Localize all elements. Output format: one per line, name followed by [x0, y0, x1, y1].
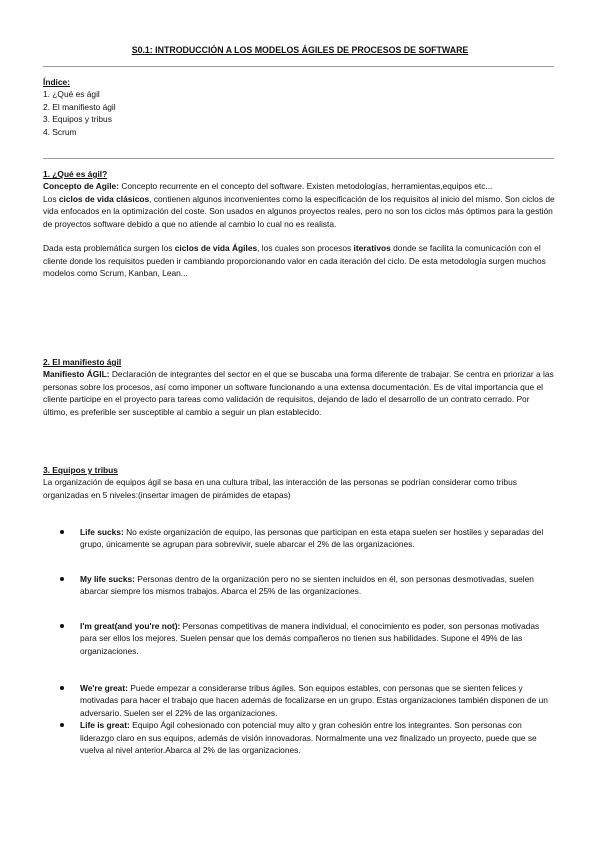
index-item: 2. El manifiesto ágil [43, 101, 116, 112]
tribe-levels-list [43, 573, 555, 598]
bold-term: I'm great(and you're not): [80, 621, 181, 631]
tribe-levels-list [43, 682, 555, 756]
index-item: 1. ¿Qué es ágil [43, 89, 100, 100]
paragraph-text: Dada esta problemática surgen los [43, 243, 175, 254]
list-item [43, 620, 555, 657]
paragraph-text: , los cuales son procesos [257, 243, 354, 254]
section-heading: 1. ¿Qué es ágil? [43, 169, 108, 179]
paragraph-text: , contienen algunos inconvenientes como la especificación de los requisitos al inicio del mismo. Son ciclos de vida enfocados en la optimización del coste. Son usados en algunos proyectos reales, pero no son los ciclos más óptimos para la gestión de proyectos software debido a que no atiende al cambio lo cual no es realista. [43, 193, 555, 229]
bold-term: ciclos de vida Ágiles [174, 243, 258, 254]
paragraph-text: Concepto recurrente en el concepto del software. Existen metodologías, herramientas,equipos etc... [119, 181, 493, 192]
bold-term: Life is great: [80, 720, 130, 731]
divider [43, 158, 554, 159]
list-item [43, 526, 555, 551]
paragraph [43, 242, 555, 279]
section-teams-and-tribes [43, 464, 555, 501]
list-item-text: Personas dentro de la organización pero no se sienten incluidos en él, son personas desmotivadas, suelen abarcar siempre los mismos trabajos. Abarca el 25% de las organizaciones. [80, 574, 534, 597]
section-heading: 3. Equipos y tribus [43, 465, 118, 475]
list-item-text: No existe organización de equipo, las personas que participan en esta etapa suelen ser hostiles y separadas del grupo, únicamente se agrupan para sobrevivir, suele abarcar el 2% de las organizaciones. [80, 527, 544, 550]
section-heading: 2. El manifiesto ágil [43, 357, 122, 367]
paragraph-text: Los [43, 193, 59, 204]
paragraph-text: Declaración de integrantes del sector en el que se buscaba una forma diferente de trabajar. Se centra en priorizar a las personas sobre los procesos, así como imponer un software funcionando a una extensa documentación. Es de vital importancia que el cliente participe en el proyecto para tareas como validación de requisitos, dejando de lado el desarrollo de un contrato cerrado. Por último, es preferible ser susceptible al cambio a seguir un plan establecido. [43, 369, 554, 417]
tribe-levels-list [43, 526, 555, 551]
paragraph [43, 180, 555, 192]
list-item [43, 682, 555, 719]
list-item-text: Equipo Ágil cohesionado con potencial muy alto y gran cohesión entre los integrantes. Son personas con liderazgo claro en sus equipos, además de visión innovadoras. Normalmente una vez finalizado un proyecto, puede que se vuelva al nivel anterior.Abarca al 2% de las organizaciones. [80, 720, 537, 756]
bold-term: My life sucks: [80, 574, 135, 584]
paragraph: La organización de equipos ágil se basa en una cultura tribal, las interacción de las personas se podrían considerar como tribus organizadas en 5 niveles:(insertar imagen de pirámides de etapas) [43, 477, 517, 500]
document-title: S0.1: INTRODUCCIÓN A LOS MODELOS ÁGILES DE PROCESOS DE SOFTWARE [131, 45, 469, 55]
divider [43, 66, 554, 67]
bold-term: ciclos de vida clásicos [58, 193, 150, 204]
list-item [43, 573, 555, 598]
section-agile-manifesto [43, 356, 555, 418]
bold-term: Manifiesto ÁGIL: [43, 369, 110, 380]
index-section [43, 76, 555, 138]
bold-term: Life sucks: [80, 527, 124, 537]
tribe-levels-list [43, 620, 555, 657]
list-item-text: Personas competitivas de manera individual, el conocimiento es poder, son personas motivadas para ser ellos los mejores. Suelen pensar que los demás compañeros no tienen sus habilidades. Supone el 49% de las organizaciones. [80, 621, 540, 656]
paragraph [43, 368, 555, 418]
paragraph-text: donde se facilita la comunicación con el cliente donde los requisitos pueden ir cambiando proporcionando valor en cada iteración del ciclo. De esta metodología surgen muchos modelos como Scrum, Kanban, Lean... [43, 243, 546, 279]
list-item [43, 719, 555, 756]
index-heading: Índice: [43, 77, 70, 87]
section-what-is-agile [43, 168, 555, 280]
index-item: 3. Equipos y tribus [43, 114, 112, 125]
bold-term: Concepto de Agile: [43, 181, 119, 192]
bold-term: iterativos [353, 243, 391, 254]
paragraph [43, 193, 555, 230]
bold-term: We're great: [80, 683, 128, 693]
index-item: 4. Scrum [43, 126, 77, 137]
list-item-text: Puede empezar a considerarse tribus ágiles. Son equipos estables, con personas que se sienten felices y motivadas para hacer el trabajo que hacen además de focalizarse en un grupo. Estas organizaciones también disponen de un adversario. Suelen ser el 22% de las organizaciones. [80, 683, 548, 718]
